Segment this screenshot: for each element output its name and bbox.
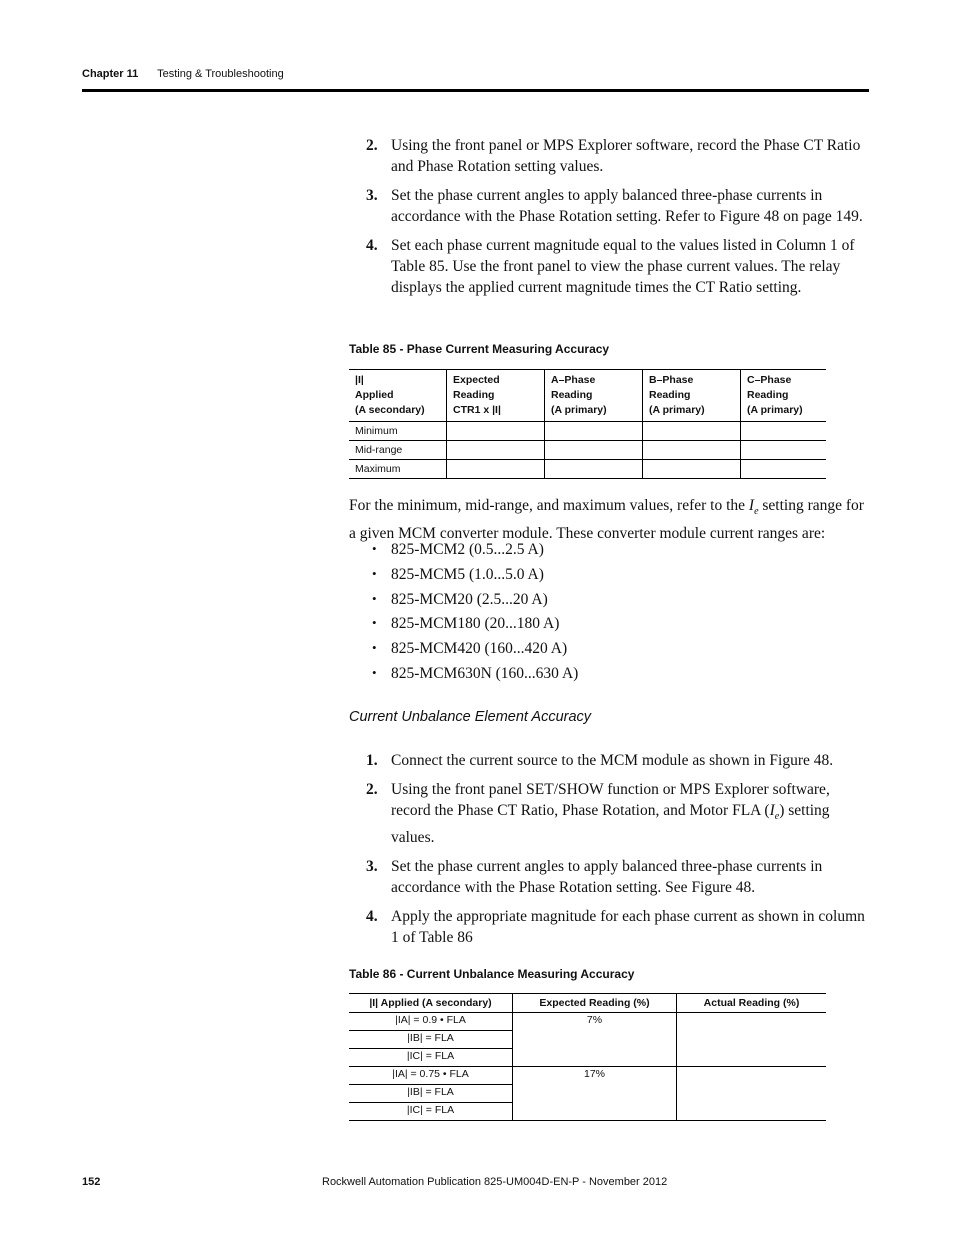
table86-caption: Table 86 - Current Unbalance Measuring Accuracy [349,967,635,981]
header-rule [82,89,869,92]
steps-list-unbalance [366,750,868,956]
table-row: Maximum [349,460,826,479]
table-row: |IC| = FLA [349,1049,826,1067]
col-header: |I| Applied (A secondary) [349,370,447,422]
step-item: 2. Using the front panel or MPS Explorer software, record the Phase CT Ratio and Phase Rotation setting values. [366,137,861,175]
table-row: |IA| = 0.75 • FLA 17% [349,1067,826,1085]
col-header: Expected Reading CTR1 x |I| [447,370,545,422]
step-text: Using the front panel or MPS Explorer software, record the Phase CT Ratio and Phase Rotation setting values. [391,137,861,175]
list-item: • 825-MCM180 (20...180 A) [372,615,578,640]
col-header: Actual Reading (%) [677,994,827,1013]
table85-caption: Table 85 - Phase Current Measuring Accuracy [349,342,610,356]
col-header: B–Phase Reading (A primary) [643,370,741,422]
step-item: 2. Using the front panel SET/SHOW function or MPS Explorer software, record the Phase CT Ratio, Phase Rotation, and Motor FLA $(I_e)$ setting values. [366,781,830,847]
step-item: 4. Apply the appropriate magnitude for each phase current as shown in column 1 of Table 86 [366,908,865,947]
table-row: |IA| = 0.9 • FLA 7% [349,1013,826,1031]
ranges-paragraph: For the minimum, mid-range, and maximum values, refer to the $I_e$ setting range for a given MCM converter module. These converter module current ranges are: [349,497,864,543]
page-number: 152 [82,1176,101,1188]
list-item: • 825-MCM630N (160...630 A) [372,665,578,690]
list-item: • 825-MCM5 (1.0...5.0 A) [372,566,578,591]
list-item: • 825-MCM2 (0.5...2.5 A) [372,541,578,566]
table-row: |IB| = FLA [349,1031,826,1049]
table-row: Mid-range [349,441,826,460]
step-item: 1. Connect the current source to the MCM module as shown in Figure 48. [366,752,834,769]
expected-reading: 17% [513,1067,677,1121]
table-row: |IC| = FLA [349,1103,826,1121]
actual-reading [677,1013,827,1067]
step-text: Set the phase current angles to apply balanced three-phase currents in accordance with the Phase Rotation setting. See Figure 48. [391,858,823,897]
chapter-title: Testing & Troubleshooting [157,68,284,80]
step-item: 3. Set the phase current angles to apply balanced three-phase currents in accordance with the Phase Rotation setting. See Figure 48. [366,858,823,897]
table-row: |IB| = FLA [349,1085,826,1103]
publication-footer: Rockwell Automation Publication 825-UM004D-EN-P - November 2012 [322,1176,668,1188]
col-header: A–Phase Reading (A primary) [545,370,643,422]
step-text: Set each phase current magnitude equal to the values listed in Column 1 of Table 85. Use the front panel to view the phase current values. The relay displays the applied current magnitude times the CT Ratio setting. [391,237,855,296]
step-text: Connect the current source to the MCM module as shown in Figure 48. [391,752,834,769]
col-header: |I| Applied (A secondary) [349,994,513,1013]
list-item: • 825-MCM420 (160...420 A) [372,640,578,665]
section-subheading: Current Unbalance Element Accuracy [349,709,592,725]
actual-reading [677,1067,827,1121]
step-text: Apply the appropriate magnitude for each phase current as shown in column 1 of Table 86 [391,908,865,947]
chapter-label: Chapter 11 [82,68,139,80]
step-item: 3. Set the phase current angles to apply balanced three-phase currents in accordance with the Phase Rotation setting. Refer to Figure 48 on page 149. [366,187,863,225]
converter-range-list [372,541,578,690]
steps-list-phase-current [366,135,868,306]
expected-reading: 7% [513,1013,677,1067]
table-phase-current-accuracy [349,369,826,479]
running-header [82,68,284,80]
col-header: C–Phase Reading (A primary) [741,370,827,422]
step-item: 4. Set each phase current magnitude equal to the values listed in Column 1 of Table 85. Use the front panel to view the phase current values. The relay displays the applied current magnitude times the CT Ratio setting. [366,237,855,296]
col-header: Expected Reading (%) [513,994,677,1013]
step-text: Set the phase current angles to apply balanced three-phase currents in accordance with the Phase Rotation setting. Refer to Figure 48 on page 149. [391,187,863,225]
list-item: • 825-MCM20 (2.5...20 A) [372,591,578,616]
table-row: Minimum [349,422,826,441]
table-current-unbalance-accuracy [349,993,826,1121]
